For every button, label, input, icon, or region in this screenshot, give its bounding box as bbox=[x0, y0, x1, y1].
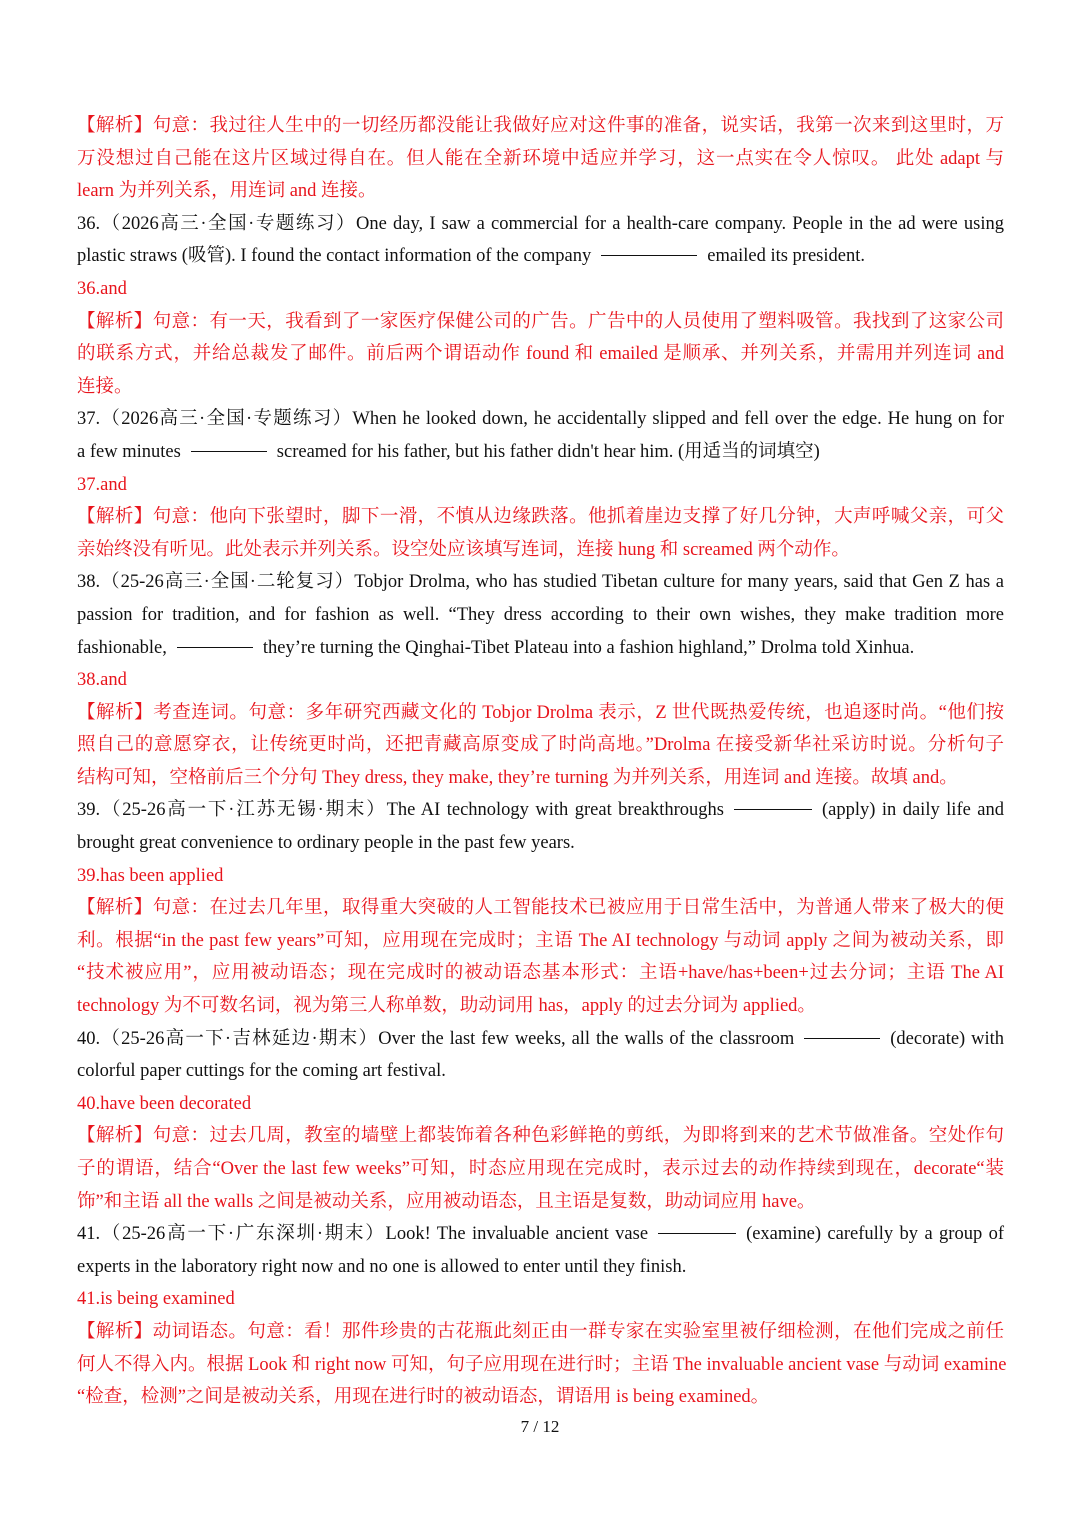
question-text: plastic straws (吸管). I found the contact information of the company bbox=[77, 246, 592, 267]
explanation-line bbox=[77, 729, 1004, 762]
question-text: a few minutes bbox=[77, 441, 181, 462]
question-text: passion for tradition, and for fashion as well. “They dress according to their own wishes, they make tradition more bbox=[77, 604, 1004, 625]
explanation-text: 何人不得入内。根据 Look 和 right now 可知，句子应用现在进行时；主语 The invaluable ancient vase 与动词 examine bbox=[77, 1354, 1007, 1375]
answer-blank bbox=[191, 450, 267, 452]
explanation-line bbox=[77, 1186, 1004, 1219]
question-line bbox=[77, 827, 1004, 860]
question-line bbox=[77, 1251, 1004, 1284]
question-line bbox=[77, 1055, 1004, 1088]
explanation-text: 【解析】动词语态。句意：看！那件珍贵的古花瓶此刻正由一群专家在实验室里被仔细检测，在他们完成之前任 bbox=[77, 1321, 1004, 1342]
explanation-line bbox=[77, 110, 1004, 143]
explanation-line bbox=[77, 925, 1004, 958]
question-text: Tobjor Drolma, who has studied Tibetan culture for many years, said that Gen Z has a bbox=[354, 572, 1005, 593]
explanation-line bbox=[77, 1381, 1004, 1414]
question-text: (apply) in daily life and bbox=[822, 800, 1004, 821]
explanation-text: 的联系方式，并给总裁发了邮件。前后两个谓语动作 found 和 emailed 是顺承、并列关系，并需用并列连词 and bbox=[77, 344, 1004, 365]
answer-text: 40.have been decorated bbox=[77, 1093, 252, 1114]
question-line bbox=[77, 436, 1004, 469]
question-number: 38. bbox=[77, 572, 101, 593]
question-text: experts in the laboratory right now and no one is allowed to enter until they finish. bbox=[77, 1256, 687, 1277]
question-number: 40. bbox=[77, 1028, 101, 1049]
explanation-text: 饰”和主语 all the walls 之间是被动关系，应用被动语态，且主语是复数，助动词应用 have。 bbox=[77, 1191, 816, 1212]
answer-blank bbox=[734, 808, 812, 810]
answer-text: 41.is being examined bbox=[77, 1289, 235, 1310]
answer-blank bbox=[804, 1037, 880, 1039]
explanation-line bbox=[77, 501, 1004, 534]
document-page bbox=[77, 110, 1007, 1414]
question-line bbox=[77, 794, 1004, 827]
question-line bbox=[77, 566, 1004, 599]
explanation-line bbox=[77, 697, 1004, 730]
explanation-text: 利。根据“in the past few years”可知，应用现在完成时；主语 The AI technology 与动词 apply 之间为被动关系，即 bbox=[77, 930, 1004, 951]
question-number: 39. bbox=[77, 800, 101, 821]
answer-blank bbox=[177, 646, 253, 648]
explanation-line bbox=[77, 371, 1004, 404]
explanation-text: “技术被应用”，应用被动语态；现在完成时的被动语态基本形式：主语+have/has+been+过去分词；主语 The AI bbox=[77, 963, 1004, 984]
explanation-text: 亲始终没有听见。此处表示并列关系。设空处应该填写连词，连接 hung 和 screamed 两个动作。 bbox=[77, 539, 850, 560]
question-text: brought great convenience to ordinary people in the past few years. bbox=[77, 833, 575, 854]
explanation-line bbox=[77, 143, 1004, 176]
answer-line bbox=[77, 860, 1004, 893]
question-source: （25-26高一下·广东深圳·期末） bbox=[100, 1224, 386, 1245]
explanation-line bbox=[77, 762, 1004, 795]
explanation-line bbox=[77, 534, 1004, 567]
question-source: （25-26高一下·江苏无锡·期末） bbox=[100, 800, 387, 821]
question-text: One day, I saw a commercial for a health-care company. People in the ad were using bbox=[356, 213, 1004, 234]
question-text: screamed for his father, but his father didn't hear him. (用适当的词填空) bbox=[276, 441, 820, 462]
explanation-line bbox=[77, 175, 1004, 208]
page-number: 7 / 12 bbox=[520, 1417, 560, 1436]
question-line bbox=[77, 403, 1004, 436]
explanation-line bbox=[77, 1153, 1004, 1186]
explanation-line bbox=[77, 1120, 1004, 1153]
question-line bbox=[77, 599, 1004, 632]
question-source: （25-26高一下·吉林延边·期末） bbox=[100, 1028, 379, 1049]
question-source: （2026高三·全国·专题练习） bbox=[100, 409, 353, 430]
answer-line bbox=[77, 1088, 1004, 1121]
question-text: emailed its president. bbox=[707, 246, 865, 267]
explanation-line bbox=[77, 892, 1004, 925]
question-number: 37. bbox=[77, 409, 101, 430]
answer-text: 39.has been applied bbox=[77, 865, 224, 886]
answer-text: 38.and bbox=[77, 670, 127, 691]
explanation-line bbox=[77, 338, 1004, 371]
explanation-line bbox=[77, 306, 1004, 339]
question-source: （2026高三·全国·专题练习） bbox=[100, 213, 357, 234]
answer-text: 36.and bbox=[77, 278, 127, 299]
answer-line bbox=[77, 664, 1004, 697]
explanation-text: 【解析】句意：在过去几年里，取得重大突破的人工智能技术已被应用于日常生活中，为普通人带来了极大的便 bbox=[77, 898, 1004, 919]
question-text: Over the last few weeks, all the walls of the classroom bbox=[378, 1028, 795, 1049]
question-number: 36. bbox=[77, 213, 101, 234]
question-line bbox=[77, 1023, 1004, 1056]
explanation-line bbox=[77, 1316, 1004, 1349]
explanation-text: 【解析】句意：我过往人生中的一切经历都没能让我做好应对这件事的准备，说实话，我第一次来到这里时，万 bbox=[77, 116, 1004, 136]
answer-line bbox=[77, 273, 1004, 306]
answer-line bbox=[77, 469, 1004, 502]
explanation-text: 子的谓语，结合“Over the last few weeks”可知，时态应用现在完成时，表示过去的动作持续到现在，decorate“装 bbox=[77, 1159, 1004, 1179]
question-text: Look! The invaluable ancient vase bbox=[385, 1224, 649, 1245]
question-text: colorful paper cuttings for the coming art festival. bbox=[77, 1061, 446, 1082]
question-line bbox=[77, 240, 1004, 273]
explanation-text: learn 为并列关系，用连词 and 连接。 bbox=[77, 181, 377, 202]
answer-blank bbox=[601, 254, 697, 256]
question-text: (examine) carefully by a group of bbox=[746, 1224, 1004, 1245]
explanation-text: “检查，检测”之间是被动关系，用现在进行时的被动语态，谓语用 is being examined。 bbox=[77, 1387, 770, 1408]
explanation-text: 【解析】句意：过去几周，教室的墙壁上都装饰着各种色彩鲜艳的剪纸，为即将到来的艺术节做准备。空处作句 bbox=[77, 1126, 1004, 1147]
explanation-text: 照自己的意愿穿衣，让传统更时尚，还把青藏高原变成了时尚高地。”Drolma 在接受新华社采访时说。分析句子 bbox=[77, 735, 1004, 756]
question-text: (decorate) with bbox=[890, 1028, 1005, 1049]
answer-text: 37.and bbox=[77, 474, 127, 495]
explanation-text: 【解析】句意：他向下张望时，脚下一滑，不慎从边缘跌落。他抓着崖边支撑了好几分钟，大声呼喊父亲，可父 bbox=[77, 507, 1004, 528]
question-text: fashionable, bbox=[77, 637, 167, 658]
explanation-text: 【解析】考查连词。句意：多年研究西藏文化的 Tobjor Drolma 表示，Z 世代既热爱传统，也追逐时尚。“他们按 bbox=[77, 702, 1004, 723]
explanation-line bbox=[77, 957, 1004, 990]
answer-blank bbox=[658, 1232, 736, 1234]
explanation-text: 连接。 bbox=[77, 376, 133, 397]
question-number: 41. bbox=[77, 1224, 101, 1245]
explanation-text: 结构可知，空格前后三个分句 They dress, they make, they’re turning 为并列关系，用连词 and 连接。故填 and。 bbox=[77, 767, 958, 788]
explanation-text: technology 为不可数名词，视为第三人称单数，助动词用 has，apply 的过去分词为 applied。 bbox=[77, 996, 816, 1017]
question-text: When he looked down, he accidentally slipped and fell over the edge. He hung on for bbox=[352, 409, 1004, 430]
question-text: they’re turning the Qinghai-Tibet Plateau into a fashion highland,” Drolma told Xinhua. bbox=[262, 637, 915, 658]
question-source: （25-26高三·全国·二轮复习） bbox=[100, 572, 355, 593]
question-text: The AI technology with great breakthroughs bbox=[386, 800, 724, 821]
question-line bbox=[77, 632, 1004, 665]
explanation-text: 万没想过自己能在这片区域过得自在。但人能在全新环境中适应并学习，这一点实在令人惊叹。 此处 adapt 与 bbox=[77, 148, 1004, 169]
question-line bbox=[77, 208, 1004, 241]
question-line bbox=[77, 1218, 1004, 1251]
explanation-text: 【解析】句意：有一天，我看到了一家医疗保健公司的广告。广告中的人员使用了塑料吸管。我找到了这家公司 bbox=[77, 311, 1004, 332]
explanation-line bbox=[77, 1349, 1007, 1382]
explanation-line bbox=[77, 990, 1004, 1023]
answer-line bbox=[77, 1283, 1004, 1316]
